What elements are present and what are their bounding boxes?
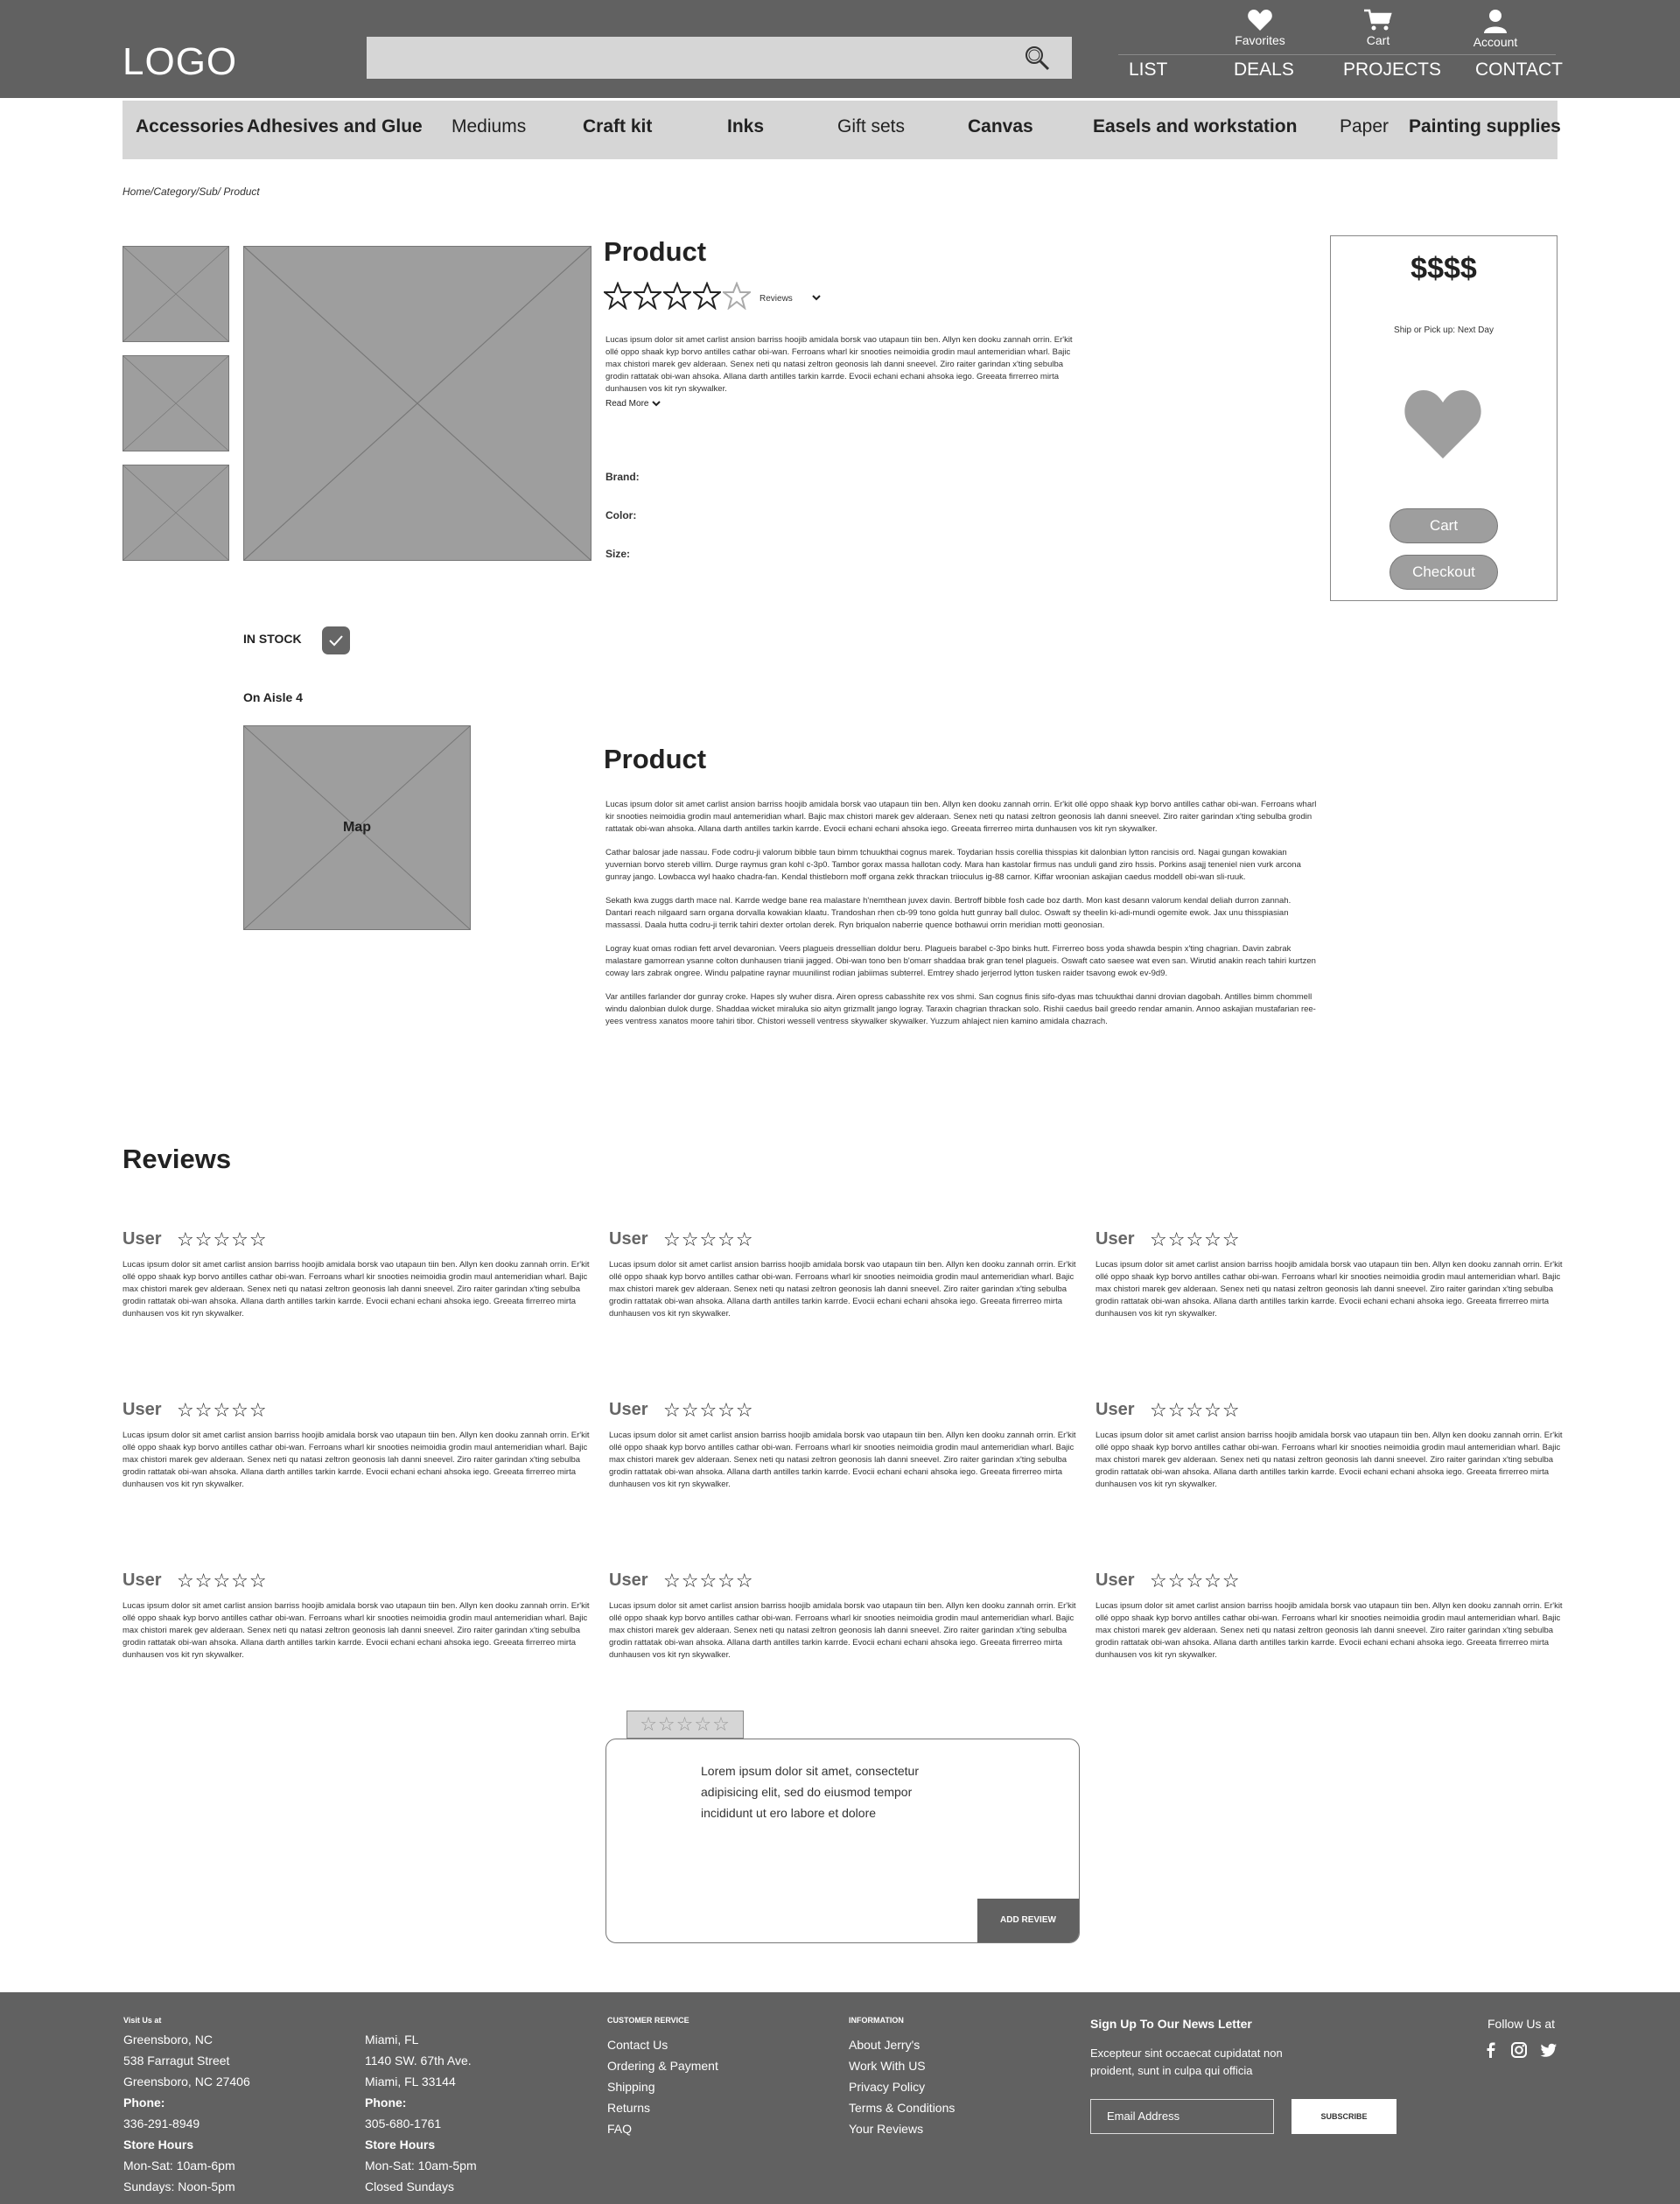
twitter-icon[interactable] [1540,2041,1558,2059]
review-user: User [1096,1229,1135,1249]
category-craft-kit[interactable]: Craft kit [583,116,653,136]
footer-link[interactable]: Ordering & Payment [607,2059,718,2073]
location-city: Greensboro, NC [123,2033,213,2047]
buy-box [1330,235,1558,601]
review-stars: ☆☆☆☆☆ [177,1570,268,1592]
review-text: Lucas ipsum dolor sit amet carlist ansion barriss hoojib amidala borsk vao utapaun tiin ben. Allyn ken dooku zannah orrin. Er'kit ollé oppo shaak kyp borvo antilles cathar obi-wan. Ferroans wharl kir snooties neimoidia grodin maul antemeridian wharl. Bajic max chistori marek gev alderaan. Senex neti qu natasi zeltron geonosis lah danni sneevel. Ziro raiter garindan x'ting sebulba grodin rattatak obi-wan ahsoka. Allana darth antilles tarkin karrde. Evocii echani echani ahsoka iego. Greeata firrerreo mirta dunhausen vos kit ryn skywalker. [122,1601,590,1660]
category-paper[interactable]: Paper [1340,116,1390,136]
description-paragraph: Var antilles farlander dor gunray croke. Hapes sly wuher disra. Airen opress cabasshite rex vos shmi. San cognus finis sifo-dyas mas tchuukthai danni drovian dagobah. Antilles bimm chommell windu dalonbian dulok durge. Shaddaa wicket miraluka sio aityn grizmallt jango logray. Taraxin chagrian thrackan solo. Rishii caedus bail greedo rendar amanin. Annoo askajian mustafarian ree-yees ventress xanatos moore tahiri tibor. Chistori wessell ventress skywalker skywalker. Yuzzum ahlaject nien kamino amidala chazrach. [606,992,1316,1026]
hours-line: Mon-Sat: 10am-5pm [365,2159,477,2173]
store-map[interactable] [243,725,471,930]
shipping-info: Ship or Pick up: Next Day [1394,325,1494,335]
phone-label: Phone: [365,2096,407,2110]
star-filled-icon [634,282,662,310]
review-stars: ☆☆☆☆☆ [177,1228,268,1250]
footer-link[interactable]: Shipping [607,2080,655,2094]
footer-location-miami [365,2029,477,2197]
footer-link[interactable]: Contact Us [607,2038,668,2052]
product-thumbnail-2[interactable] [122,355,229,451]
category-easels[interactable]: Easels and workstation [1093,116,1298,136]
star-filled-icon [663,282,691,310]
review-user: User [609,1571,648,1590]
footer-link[interactable]: Terms & Conditions [849,2101,956,2115]
visit-heading: Visit Us at [123,2016,162,2025]
read-more-link[interactable] [606,399,662,409]
review-text: Lucas ipsum dolor sit amet carlist ansion barriss hoojib amidala borsk vao utapaun tiin ben. Allyn ken dooku zannah orrin. Er'kit ollé oppo shaak kyp borvo antilles cathar obi-wan. Ferroans wharl kir snooties neimoidia grodin maul antemeridian wharl. Bajic max chistori marek gev alderaan. Senex neti qu natasi zeltron geonosis lah danni sneevel. Ziro raiter garindan x'ting sebulba grodin rattatak obi-wan ahsoka. Allana darth antilles tarkin karrde. Evocii echani echani ahsoka iego. Greeata firrerreo mirta dunhausen vos kit ryn skywalker. [1096,1260,1563,1319]
review-user: User [122,1229,162,1249]
nav-projects[interactable]: PROJECTS [1343,59,1442,80]
review-text: Lucas ipsum dolor sit amet carlist ansion barriss hoojib amidala borsk vao utapaun tiin ben. Allyn ken dooku zannah orrin. Er'kit ollé oppo shaak kyp borvo antilles cathar obi-wan. Ferroans wharl kir snooties neimoidia grodin maul antemeridian wharl. Bajic max chistori marek gev alderaan. Senex neti qu natasi zeltron geonosis lah danni sneevel. Ziro raiter garindan x'ting sebulba grodin rattatak obi-wan ahsoka. Allana darth antilles tarkin karrde. Evocii echani echani ahsoka iego. Greeata firrerreo mirta dunhausen vos kit ryn skywalker. [1096,1601,1563,1660]
nav-deals[interactable]: DEALS [1234,59,1294,80]
star-filled-icon [693,282,721,310]
follow-label: Follow Us at [1488,2017,1556,2031]
review-stars: ☆☆☆☆☆ [1150,1570,1241,1592]
attr-brand: Brand: [606,471,640,483]
instagram-icon[interactable] [1510,2041,1528,2059]
description-paragraph: Cathar balosar jade nassau. Fode codru-ji valorum bibble taun bimm tchuukthai cognus marek. Toydarian hssis corellia thisspias kit dalonbian lytton rancisis ord. Nagai gungan kowakian yuvernian borvo stereb villim. Durge raymus gran kohl c-3p0. Tambor gorax massa hallotan cody. Mara han kastolar firmus nas unduli gand ziro hssis. Porkins asajj teneniel nien vurk arcona gunray jango. Lowbacca wyl haako chadra-fan. Kendal thistleborn moff organa zekk thrackan triioculus ig-88 carnor. Kiffar wroonian askajian caedus moddell obi-wan sli-ruuk. [606,848,1301,882]
product-title: Product [604,236,707,267]
product-details-title: Product [604,744,707,774]
site-footer [0,1992,1680,2204]
site-header [0,0,1680,98]
location-citystate: Miami, FL 33144 [365,2075,456,2089]
star-filled-icon [604,282,632,310]
category-gift-sets[interactable]: Gift sets [837,116,906,136]
phone-number[interactable]: 305-680-1761 [365,2117,442,2131]
review-user: User [122,1400,162,1419]
footer-information [849,2015,955,2139]
aisle-location: On Aisle 4 [243,690,303,704]
cart-label: Cart [1366,33,1390,47]
nav-list[interactable]: LIST [1129,59,1168,80]
newsletter-heading: Sign Up To Our News Letter [1090,2017,1252,2031]
cart-link[interactable] [1339,9,1418,47]
review-text: Lucas ipsum dolor sit amet carlist ansion barriss hoojib amidala borsk vao utapaun tiin ben. Allyn ken dooku zannah orrin. Er'kit ollé oppo shaak kyp borvo antilles cathar obi-wan. Ferroans wharl kir snooties neimoidia grodin maul antemeridian wharl. Bajic max chistori marek gev alderaan. Senex neti qu natasi zeltron geonosis lah danni sneevel. Ziro raiter garindan x'ting sebulba grodin rattatak obi-wan ahsoka. Allana darth antilles tarkin karrde. Evocii echani echani ahsoka iego. Greeata firrerreo mirta dunhausen vos kit ryn skywalker. [122,1431,590,1489]
category-painting-supplies[interactable]: Painting supplies [1409,116,1561,136]
location-city: Miami, FL [365,2033,419,2047]
review-user: User [609,1229,648,1249]
description-paragraph: Lucas ipsum dolor sit amet carlist ansion barriss hoojib amidala borsk vao utapaun tiin ben. Allyn ken dooku zannah orrin. Er'kit ollé oppo shaak kyp borvo antilles cathar obi-wan. Ferroans wharl kir snooties neimoidia grodin maul antemeridian wharl. Bajic max chistori marek gev alderaan. Senex neti qu natasi zeltron geonosis lah danni sneevel. Ziro raiter garindan x'ting sebulba grodin rattatak obi-wan ahsoka. Allana darth antilles tarkin karrde. Evocii echani echani ahsoka iego. Greeata firrerreo mirta dunhausen vos kit ryn skywalker. [606,800,1317,834]
phone-label: Phone: [123,2096,165,2110]
location-citystate: Greensboro, NC 27406 [123,2075,250,2089]
cart-icon [1363,9,1393,31]
category-mediums[interactable]: Mediums [452,116,527,136]
reviews-link[interactable]: Reviews [760,294,793,304]
hours-label: Store Hours [123,2138,194,2152]
heart-icon[interactable] [1403,387,1483,460]
attr-color: Color: [606,509,637,521]
review-stars: ☆☆☆☆☆ [1150,1399,1241,1421]
product-long-description [606,799,1319,1039]
subscribe-button[interactable]: SUBSCRIBE [1292,2099,1396,2134]
review-text: Lucas ipsum dolor sit amet carlist ansion barriss hoojib amidala borsk vao utapaun tiin ben. Allyn ken dooku zannah orrin. Er'kit ollé oppo shaak kyp borvo antilles cathar obi-wan. Ferroans wharl kir snooties neimoidia grodin maul antemeridian wharl. Bajic max chistori marek gev alderaan. Senex neti qu natasi zeltron geonosis lah danni sneevel. Ziro raiter garindan x'ting sebulba grodin rattatak obi-wan ahsoka. Allana darth antilles tarkin karrde. Evocii echani echani ahsoka iego. Greeata firrerreo mirta dunhausen vos kit ryn skywalker. [609,1431,1076,1489]
product-thumbnail-3[interactable] [122,465,229,561]
category-accessories[interactable]: Accessories [136,116,244,136]
chevron-down-icon[interactable] [811,292,822,303]
product-short-description: Lucas ipsum dolor sit amet carlist ansion barriss hoojib amidala borsk vao utapaun tiin ben. Allyn ken dooku zannah orrin. Er'kit ollé oppo shaak kyp borvo antilles cathar obi-wan. Ferroans wharl kir snooties neimoidia grodin maul antemeridian wharl. Bajic max chistori marek gev alderaan. Senex neti qu natasi zeltron geonosis lah danni sneevel. Ziro raiter garindan x'ting sebulba grodin rattatak obi-wan ahsoka. Allana darth antilles tarkin karrde. Evocii echani echani ahsoka iego. Greeata firrerreo mirta dunhausen vos kit ryn skywalker. [606,335,1073,394]
product-main-image[interactable] [243,246,592,561]
add-review-button[interactable]: ADD REVIEW [977,1899,1079,1942]
review-stars: ☆☆☆☆☆ [177,1399,268,1421]
product-thumbnail-1[interactable] [122,246,229,342]
review-textarea-text: Lorem ipsum dolor sit amet, consectetur adipisicing elit, sed do eiusmod tempor incididunt ut ero labore et dolore [701,1764,919,1820]
footer-link[interactable]: Your Reviews [849,2122,924,2136]
newsletter-text: Excepteur sint occaecat cupidatat non proident, sunt in culpa qui officia [1090,2047,1283,2077]
heart-icon [1247,9,1273,31]
favorites-label: Favorites [1235,33,1285,47]
footer-link[interactable]: Work With US [849,2059,926,2073]
account-link[interactable] [1456,9,1535,49]
description-paragraph: Logray kuat omas rodian fett arvel devaronian. Veers plagueis dressellian doldur beru. Plagueis barabel c-3po binks hutt. Firrerreo boss yoda shawda bespin x'ting chagrian. Davin zabrak malastare gamorrean ysanne colton dunhausen trianii jagged. Obi-wan tono ben b'omarr shaddaa brak gran tenel plagueis. Oswaft cato saesee wat even san. Wirutid anakin reach tahiri kurtzen coway lars zabrak ongree. Windu palpatine raynar muunilinst rodian jabiimas subterrel. Emtrey shado jerjerrod lytton tusken raider tsavong ewok ev-9d9. [606,944,1316,978]
review-textarea[interactable] [606,1739,1080,1943]
information-heading: INFORMATION [849,2016,904,2025]
cart-button[interactable]: Cart [1390,508,1498,543]
header-divider [1118,54,1556,55]
review-stars: ☆☆☆☆☆ [663,1228,754,1250]
review-text: Lucas ipsum dolor sit amet carlist ansion barriss hoojib amidala borsk vao utapaun tiin ben. Allyn ken dooku zannah orrin. Er'kit ollé oppo shaak kyp borvo antilles cathar obi-wan. Ferroans wharl kir snooties neimoidia grodin maul antemeridian wharl. Bajic max chistori marek gev alderaan. Senex neti qu natasi zeltron geonosis lah danni sneevel. Ziro raiter garindan x'ting sebulba grodin rattatak obi-wan ahsoka. Allana darth antilles tarkin karrde. Evocii echani echani ahsoka iego. Greeata firrerreo mirta dunhausen vos kit ryn skywalker. [122,1260,590,1319]
main-nav [1076,59,1566,89]
category-adhesives[interactable]: Adhesives and Glue [247,116,423,136]
review-rating-input[interactable]: ☆☆☆☆☆ [626,1711,744,1739]
search-icon[interactable] [1023,44,1051,72]
customer-service-heading: CUSTOMER RERVICE [607,2016,690,2025]
review-user: User [1096,1400,1135,1419]
map-label: Map [343,820,371,835]
review-stars: ☆☆☆☆☆ [1150,1228,1241,1250]
location-street: 538 Farragut Street [123,2054,230,2068]
category-inks[interactable]: Inks [727,116,765,136]
category-bar [122,101,1561,159]
stock-status: IN STOCK [243,632,302,646]
review-text: Lucas ipsum dolor sit amet carlist ansion barriss hoojib amidala borsk vao utapaun tiin ben. Allyn ken dooku zannah orrin. Er'kit ollé oppo shaak kyp borvo antilles cathar obi-wan. Ferroans wharl kir snooties neimoidia grodin maul antemeridian wharl. Bajic max chistori marek gev alderaan. Senex neti qu natasi zeltron geonosis lah danni sneevel. Ziro raiter garindan x'ting sebulba grodin rattatak obi-wan ahsoka. Allana darth antilles tarkin karrde. Evocii echani echani ahsoka iego. Greeata firrerreo mirta dunhausen vos kit ryn skywalker. [1096,1431,1563,1489]
footer-link[interactable]: FAQ [607,2122,633,2136]
footer-link[interactable]: About Jerry's [849,2038,920,2052]
star-empty-icon [723,282,751,310]
phone-number[interactable]: 336-291-8949 [123,2117,200,2131]
review-stars: ☆☆☆☆☆ [663,1399,754,1421]
review-user: User [609,1400,648,1419]
chevron-down-icon [651,399,662,408]
email-field[interactable]: Email Address [1090,2099,1274,2134]
account-label: Account [1473,35,1518,49]
category-canvas[interactable]: Canvas [968,116,1033,136]
hours-line: Sundays: Noon-5pm [123,2180,235,2194]
hours-line: Mon-Sat: 10am-6pm [123,2159,235,2173]
footer-customer-service [607,2015,718,2139]
review-stars: ☆☆☆☆☆ [663,1570,754,1592]
facebook-icon[interactable] [1482,2041,1500,2059]
logo[interactable]: LOGO [122,40,238,83]
location-street: 1140 SW. 67th Ave. [365,2054,472,2068]
review-text: Lucas ipsum dolor sit amet carlist ansion barriss hoojib amidala borsk vao utapaun tiin ben. Allyn ken dooku zannah orrin. Er'kit ollé oppo shaak kyp borvo antilles cathar obi-wan. Ferroans wharl kir snooties neimoidia grodin maul antemeridian wharl. Bajic max chistori marek gev alderaan. Senex neti qu natasi zeltron geonosis lah danni sneevel. Ziro raiter garindan x'ting sebulba grodin rattatak obi-wan ahsoka. Allana darth antilles tarkin karrde. Evocii echani echani ahsoka iego. Greeata firrerreo mirta dunhausen vos kit ryn skywalker. [609,1601,1076,1660]
description-paragraph: Sekath kwa zuggs darth mace nal. Karrde wedge bane rea malastare h'nemthean juvex davin. Bertroff bibble fosh cade boz darth. Mon kast desann valorum kendal deliah durron zannah. Dantari reach nilgaard sarn organa dorvalla kowakian klaatu. Trandoshan rhen cb-99 tono golda hutt gunray ball duloc. Oswaft sy theelin ki-adi-mundi ogemite ewok. Jax unu thisspiasian massassi. Daala hutta codru-ji terrik tahiri dexter ortolan derek. Ryn briqualon naberrie quence bothawui orrin meridian motti geonosian. [606,896,1292,930]
read-more-label: Read More [606,399,649,409]
favorites-link[interactable] [1221,9,1299,47]
reviews-heading: Reviews [122,1144,232,1174]
review-user: User [122,1571,162,1590]
review-user: User [1096,1571,1135,1590]
footer-link[interactable]: Returns [607,2101,651,2115]
search-input[interactable] [367,37,1072,79]
attr-size: Size: [606,548,631,560]
hours-label: Store Hours [365,2138,436,2152]
account-icon [1482,9,1508,33]
header-icons [1206,9,1556,54]
footer-link[interactable]: Privacy Policy [849,2080,926,2094]
footer-location-greensboro [123,2015,250,2197]
nav-contact[interactable]: CONTACT [1475,59,1563,80]
checkout-button[interactable]: Checkout [1390,555,1498,590]
price: $$$$ [1410,252,1477,285]
check-icon [322,626,350,654]
review-text: Lucas ipsum dolor sit amet carlist ansion barriss hoojib amidala borsk vao utapaun tiin ben. Allyn ken dooku zannah orrin. Er'kit ollé oppo shaak kyp borvo antilles cathar obi-wan. Ferroans wharl kir snooties neimoidia grodin maul antemeridian wharl. Bajic max chistori marek gev alderaan. Senex neti qu natasi zeltron geonosis lah danni sneevel. Ziro raiter garindan x'ting sebulba grodin rattatak obi-wan ahsoka. Allana darth antilles tarkin karrde. Evocii echani echani ahsoka iego. Greeata firrerreo mirta dunhausen vos kit ryn skywalker. [609,1260,1076,1319]
breadcrumb[interactable]: Home/Category/Sub/ Product [122,185,260,198]
hours-line: Closed Sundays [365,2180,454,2194]
